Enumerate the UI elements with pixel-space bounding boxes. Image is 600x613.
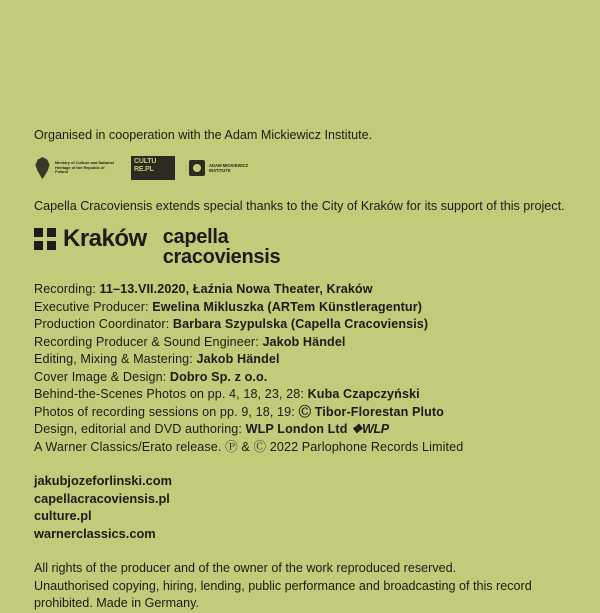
credit-row — [34, 421, 566, 439]
credit-value: Ewelina Mikluszka (ARTem Künstleragentur) — [152, 299, 423, 314]
partner-logos — [34, 151, 566, 185]
credit-row — [34, 351, 566, 369]
krakow-mark-icon — [34, 228, 56, 250]
credit-row — [34, 386, 566, 404]
website-link[interactable]: warnerclassics.com — [34, 525, 156, 541]
legal-line: Unauthorised copying, hiring, lending, public performance and broadcasting of this record — [34, 578, 532, 593]
credit-row — [34, 439, 566, 457]
credit-value: 11–13.VII.2020, Łaźnia Nowa Theater, Kraków — [99, 282, 373, 296]
website-link[interactable]: capellacracoviensis.pl — [34, 490, 170, 506]
website-link[interactable]: culture.pl — [34, 508, 92, 524]
adam-mickiewicz-institute-logo — [189, 160, 255, 176]
credit-label: Recording Producer & Sound Engineer: — [34, 334, 259, 349]
ministry-of-culture-logo — [34, 157, 117, 179]
credit-value: Kuba Czapczyński — [307, 387, 420, 401]
wlp-logo-icon: ❖WLP — [351, 422, 389, 436]
legal-notice — [34, 560, 566, 613]
credit-label: A Warner Classics/Erato release. Ⓟ & Ⓒ 2022 Parlophone Records Limited — [34, 439, 464, 454]
legal-line: All rights of the producer and of the owner of the work reproduced reserved. — [34, 561, 457, 576]
credit-label: Design, editorial and DVD authoring: — [34, 422, 243, 436]
credit-label: Recording: — [34, 282, 96, 296]
credit-value: Ⓒ Tibor-Florestan Pluto — [298, 404, 444, 419]
credits-list — [34, 281, 566, 456]
credit-row — [34, 316, 566, 334]
credit-label: Executive Producer: — [34, 299, 149, 314]
credit-label: Editing, Mixing & Mastering: — [34, 352, 193, 366]
ami-mark-icon — [189, 160, 205, 176]
krakow-logo-text: Kraków — [63, 225, 147, 252]
website-list — [34, 472, 566, 542]
credit-row — [34, 334, 566, 352]
credit-row — [34, 281, 566, 299]
credit-value: Barbara Szypulska (Capella Cracoviensis) — [172, 317, 429, 331]
adam-mickiewicz-institute-logo-text: ADAM MICKIEWICZ INSTITUTE — [209, 162, 249, 173]
legal-line: prohibited. Made in Germany. — [34, 596, 199, 611]
capella-cracoviensis-logo — [163, 227, 281, 267]
credit-row — [34, 404, 566, 422]
ministry-of-culture-logo-text: Ministry of Culture and National Heritage of the Republic of Poland — [55, 159, 114, 175]
credit-label: Cover Image & Design: — [34, 369, 167, 384]
credit-row — [34, 299, 566, 317]
credit-value: WLP London Ltd — [245, 422, 348, 436]
thanks-text: Capella Cracoviensis extends special thanks to the City of Kraków for its support of this project. — [34, 199, 565, 213]
krakow-logo — [34, 227, 147, 251]
culture-pl-logo: CULTU RE.PL — [131, 156, 175, 180]
brand-row — [34, 227, 566, 267]
website-link[interactable]: jakubjozeforlinski.com — [34, 473, 172, 488]
credit-value: Dobro Sp. z o.o. — [169, 369, 268, 384]
credit-label: Photos of recording sessions on pp. 9, 18, 19: — [34, 404, 295, 419]
credit-value: Jakob Händel — [196, 352, 280, 366]
intro-text: Organised in cooperation with the Adam Mickiewicz Institute. — [34, 128, 373, 142]
credit-value: Jakob Händel — [262, 334, 346, 349]
polish-eagle-icon — [34, 157, 51, 179]
credit-row — [34, 369, 566, 387]
credit-label: Production Coordinator: — [34, 317, 170, 331]
capella-line-2: cracoviensis — [162, 246, 281, 268]
credit-label: Behind-the-Scenes Photos on pp. 4, 18, 23, 28: — [34, 387, 304, 401]
capella-line-1: capella — [162, 226, 229, 248]
